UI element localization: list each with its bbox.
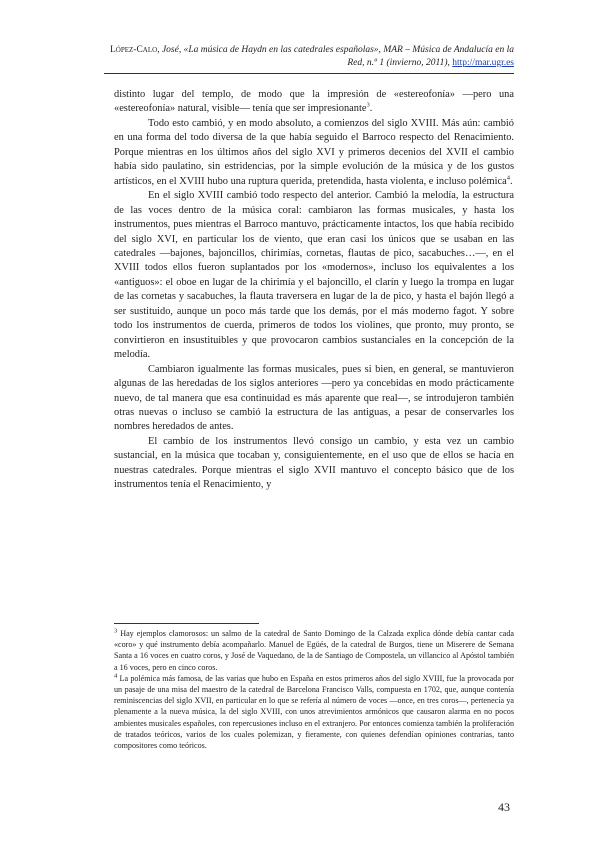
footnote-divider	[114, 623, 259, 624]
footnote-ref[interactable]: 3	[366, 101, 370, 109]
page-number: 43	[498, 800, 510, 814]
footnote-ref[interactable]: 4	[506, 174, 510, 182]
paragraph: En el siglo XVIII cambió todo respecto del anterior. Cambió la melodía, la estructura de las voces dentro de la música coral: cambiaron las formas musicales, y hasta los instrumentos, pues mientras el Barroco mantuvo, prácticamente intactos, los que había recibido del siglo XVI, en particular los de viento, que eran casi los únicos que se usaban en las catedrales —bajones, bajoncillos, chirimías, cornetas, flautas de pico, sacabuches…—, en el XVIII todos ellos fueron suplantados por los «modernos», incluso los equivalentes a los «antiguos»: el oboe en lugar de la chirimía y el bajoncillo, el clarín y luego la trompa en lugar de las cornetas y sacabuches, la flauta traversera en lugar de la de pico, y hasta el bajón llegó a ser sustituido, aunque un poco más tarde que los demás, por el más moderno fagot. Y sobre todo los instrumentos de cuerda, primeros de todos los violines, que pronto, muy pronto, se convirtieron en insustituibles y que provocaron cambios sustanciales en la concepción de la melodía.	[114, 190, 514, 361]
paragraph: Cambiaron igualmente las formas musicales, pues si bien, en general, se mantuvieron algunas de las heredadas de los siglos anteriores —pero ya concebidas en modo prácticamente nuevo, de tal manera que esa continuidad es más aparente que real—, se introdujeron también otras nuevas o incluso se cambió la estructura de las antiguas, a pesar de conservarles los nombres heredados de antes.	[114, 363, 514, 433]
footnote-number: 4	[114, 672, 118, 680]
footnote: $^4$ La polémica más famosa, de las varias que hubo en España en estos primeros años del siglo XVIII, fue la provocada por un pasaje de una misa del maestro de la catedral de Barcelona Francisco Valls, compuesta en 1702, que, aunque contenía reminiscencias del siglo XVII, en particular en lo que se refería al número de voces —once, en tres coros—, pertenecía ya plenamente a la nueva música, la del siglo XVIII, con unos atrevimientos armónicos que causaron alarma en no pocos ambientes musicales españoles, con repercusiones incluso en el extranjero. Por entonces comienza también la proliferación de tratados teóricos, varios de los cuales polemizan, y fieramente, con quienes defendían opiniones contrarias, tanto compositores como teóricos.	[114, 672, 514, 751]
author-surname: López-Calo	[109, 45, 158, 55]
running-header	[94, 44, 514, 70]
footnote: $^3$ Hay ejemplos clamorosos: un salmo de la catedral de Santo Domingo de la Calzada explica dónde debía cantar cada «coro» y qué instrumento debía acompañarlo. Manuel de Egüés, de la catedral de Burgos, tiene un Miserere de Semana Santa a 16 voces en cuatro coros, y José de Vaquedano, de la de Santiago de Compostela, un villancico al Apóstol también a 16 voces, pero en cinco coros.	[114, 627, 514, 672]
footnotes	[114, 628, 514, 751]
footnote-number: 3	[114, 627, 118, 635]
paragraph: El cambio de los instrumentos llevó consigo un cambio, y esta vez un cambio sustancial, en la música que tocaban y, consiguientemente, en el uso que de ellos se hacía en nuestras catedrales. Porque mientras el siglo XVII mantuvo el concepto básico que de los instrumentos tenía el Renacimiento, y	[114, 435, 514, 491]
header-divider	[104, 73, 514, 74]
main-body	[114, 88, 514, 493]
journal-url-link[interactable]: http://mar.ugr.es	[452, 58, 514, 68]
paragraph: Todo esto cambió, y en modo absoluto, a comienzos del siglo XVIII. Más aún: cambió en una forma del todo diversa de la que había seguido el Barroco respecto del Renacimiento. Porque mientras en los últimos años del siglo XVI y primeros decenios del XVII el cambio había sido paulatino, sin estridencias, por la simple evolución de la música y de los gustos artísticos, en el XVIII hubo una ruptura querida, pretendida, hasta violenta, e incluso polémica$^4$.	[114, 117, 514, 187]
author-rest: , José, «La música de Haydn en las catedrales españolas»,	[157, 45, 384, 55]
issue-info: , n.º 1 (invierno, 2011),	[362, 58, 453, 68]
journal-title: MAR – Música de Andalucía en la Red	[347, 45, 514, 68]
paragraph: distinto lugar del templo, de modo que la impresión de «estereofonía» —pero una «estereofonía» natural, visible— tenía que ser impresionante$^3$.	[114, 89, 514, 115]
